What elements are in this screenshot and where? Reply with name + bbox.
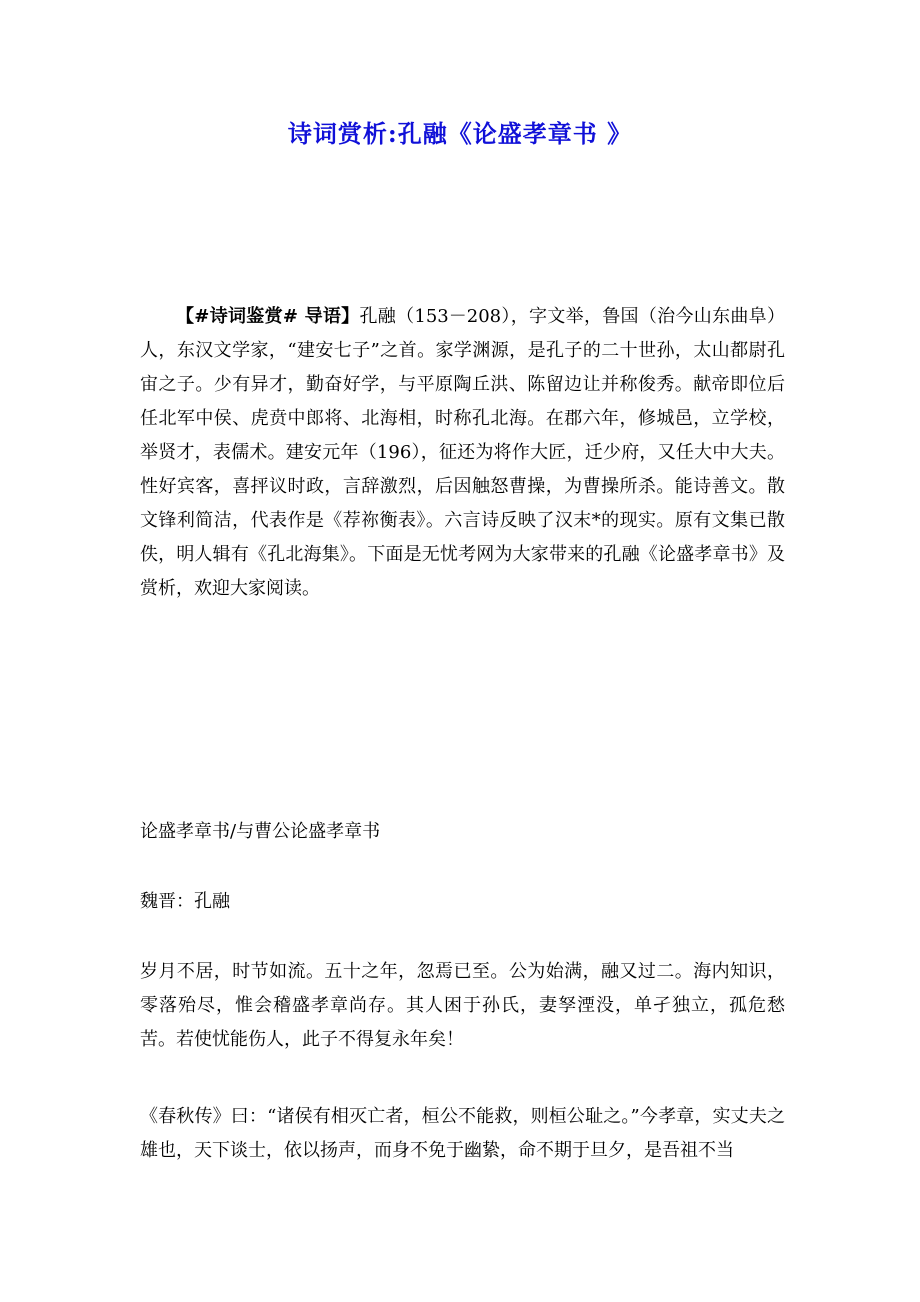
intro-tag: 【#诗词鉴赏# 导语】: [176, 306, 360, 327]
body-paragraph-1: 岁月不居，时节如流。五十之年，忽焉已至。公为始满，融又过二。海内知识，零落殆尽，惟会稽盛孝章尚存。其人困于孙氏，妻孥湮没，单孑独立，孤危愁苦。若使忧能伤人，此子不得复永年矣！: [140, 961, 785, 1050]
work-subtitle: 论盛孝章书/与曹公论盛孝章书: [140, 821, 381, 842]
intro-text: 孔融（153－208），字文举，鲁国（治今山东曲阜）人，东汉文学家，“建安七子”之首。家学渊源，是孔子的二十世孙，太山都尉孔宙之子。少有异才，勤奋好学，与平原陶丘洪、陈留边让并称俊秀。献帝即位后任北军中侯、虎贲中郎将、北海相，时称孔北海。在郡六年，修城邑，立学校，举贤才，表儒术。建安元年（196），征还为将作大匠，迁少府，又任大中大夫。性好宾客，喜抨议时政，言辞激烈，后因触怒曹操，为曹操所杀。能诗善文。散文锋利简洁，代表作是《荐祢衡表》。六言诗反映了汉末*的现实。原有文集已散佚，明人辑有《孔北海集》。下面是无忧考网为大家带来的孔融《论盛孝章书》及赏析，欢迎大家阅读。: [140, 306, 785, 599]
intro-paragraph: [140, 300, 785, 606]
body-paragraph-2: 《春秋传》曰：“诸侯有相灭亡者，桓公不能救，则桓公耻之。”今孝章，实丈夫之雄也，天下谈士，依以扬声，而身不免于幽絷，命不期于旦夕，是吾祖不当: [140, 1106, 785, 1161]
work-author: 魏晋：孔融: [140, 891, 230, 912]
page-title: 诗词赏析:孔融《论盛孝章书 》: [287, 119, 633, 148]
